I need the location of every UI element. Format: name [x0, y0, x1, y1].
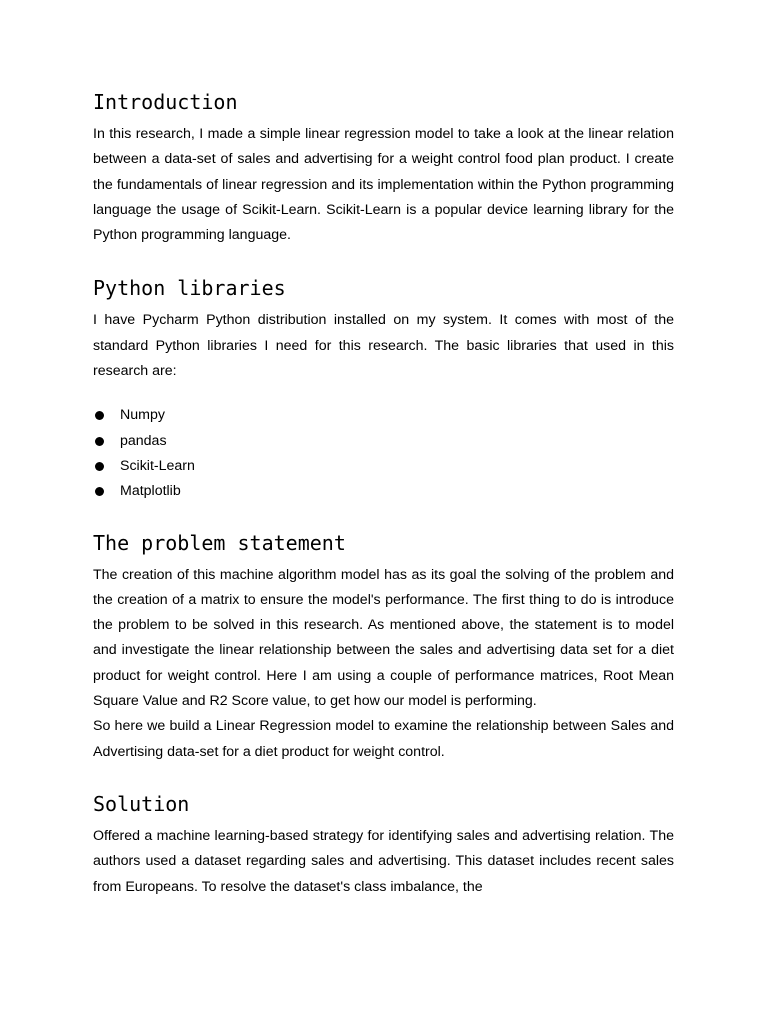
python-libraries-paragraph: I have Pycharm Python distribution installed on my system. It comes with most of the standard Python libraries I need for this research. The basic libraries that used in this research are: — [93, 312, 674, 380]
bullet-icon — [95, 437, 104, 446]
bullet-icon — [95, 487, 104, 496]
list-item-label: Scikit-Learn — [120, 457, 195, 474]
section-heading-problem-statement: The problem statement — [93, 530, 346, 555]
list-item — [93, 429, 674, 454]
introduction-paragraph: In this research, I made a simple linear regression model to take a look at the linear relation between a data-set of sales and advertising for a weight control food plan product. I create the fundamentals of linear regression and its implementation within the Python programming language the usage of Scikit-Learn. Scikit-Learn is a popular device learning library for the Python programming language. — [93, 126, 674, 244]
problem-statement-paragraph: The creation of this machine algorithm model has as its goal the solving of the problem and the creation of a matrix to ensure the model's performance. The first thing to do is introduce the problem to be solved in this research. As mentioned above, the statement is to model and investigate the linear relationship between the sales and advertising data set for a diet product for weight control. Here I am using a couple of performance matrices, Root Mean Square Value and R2 Score value, to get how our model is performing. — [93, 566, 674, 710]
section-heading-python-libraries: Python libraries — [93, 276, 286, 301]
bullet-icon — [95, 462, 104, 471]
list-item — [93, 454, 674, 479]
section-heading-solution: Solution — [93, 791, 190, 816]
document-page — [93, 84, 674, 900]
list-item-label: Numpy — [120, 407, 165, 424]
list-item — [93, 403, 674, 428]
list-item — [93, 479, 674, 504]
section-heading-introduction: Introduction — [93, 90, 238, 114]
solution-paragraph: Offered a machine learning-based strategy for identifying sales and advertising relation. The authors used a dataset regarding sales and advertising. This dataset includes recent sales from Europeans. To resolve the dataset's class imbalance, the — [93, 827, 674, 895]
list-item-label: Matplotlib — [120, 483, 181, 500]
list-item-label: pandas — [120, 432, 167, 449]
bullet-icon — [95, 411, 104, 420]
libraries-list — [93, 403, 674, 504]
problem-statement-paragraph-2: So here we build a Linear Regression model to examine the relationship between Sales and Advertising data-set for a diet product for weight control. — [93, 718, 674, 760]
